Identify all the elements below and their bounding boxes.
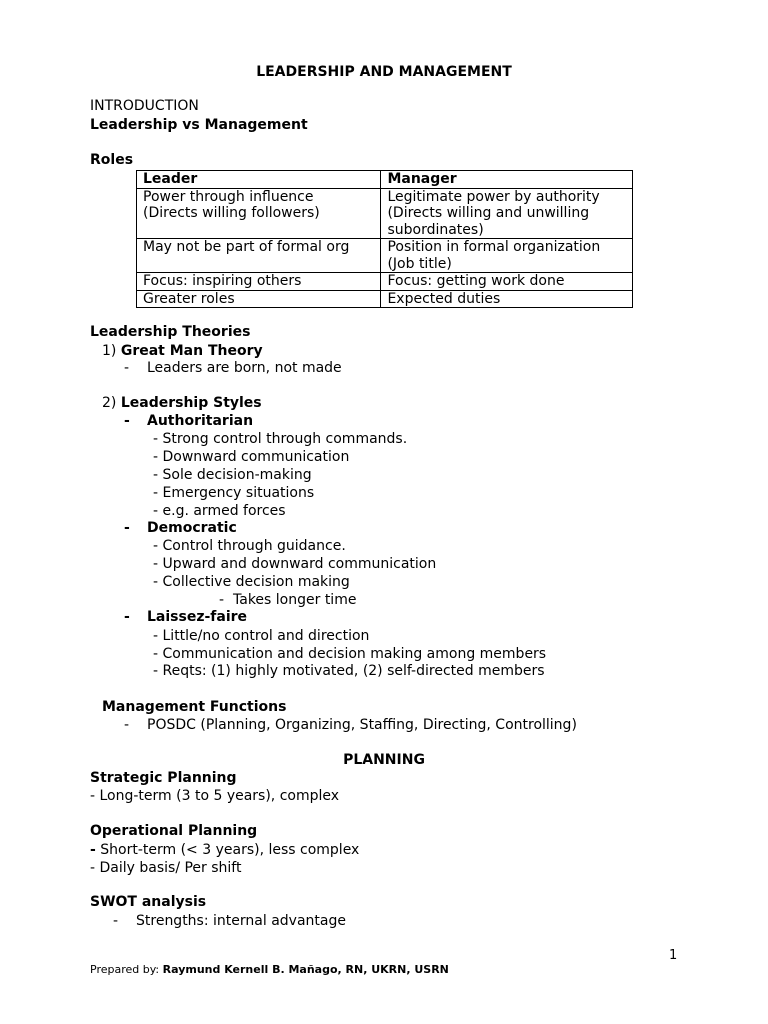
cell-line: subordinates) (387, 221, 484, 238)
page-number: 1 (669, 948, 678, 963)
cell-line: Legitimate power by authority (387, 188, 600, 205)
dash-marker: - (124, 360, 130, 376)
intro-subheading: Leadership vs Management (90, 117, 308, 133)
cell-line: Greater roles (143, 290, 235, 307)
list-number: 1) (102, 343, 117, 359)
list-item: - Collective decision making (153, 574, 350, 590)
great-man-item (102, 342, 263, 360)
dash-marker: - (90, 842, 96, 858)
operational-heading: Operational Planning (90, 823, 258, 839)
footer-author: Raymund Kernell B. Mañago, RN, UKRN, USRN (162, 963, 449, 976)
styles-item (102, 394, 262, 412)
strategic-heading: Strategic Planning (90, 770, 237, 786)
table-row (137, 239, 633, 273)
cell-line: (Directs willing and unwilling (387, 205, 590, 221)
footer (90, 963, 449, 976)
list-item: - Sole decision-making (153, 467, 312, 483)
management-bullet: POSDC (Planning, Organizing, Staffing, Directing, Controlling) (147, 717, 577, 733)
list-item: - Communication and decision making among members (153, 646, 547, 662)
list-item: - Strong control through commands. (153, 431, 408, 447)
dash-marker: - (219, 592, 225, 608)
footer-prefix: Prepared by: (90, 963, 163, 976)
cell-line: Expected duties (387, 290, 501, 307)
table-row (137, 188, 633, 239)
styles-title: Leadership Styles (120, 395, 262, 411)
operational-line: - Daily basis/ Per shift (90, 860, 242, 876)
cell-line: Power through influence (143, 188, 314, 205)
table-cell (137, 290, 381, 308)
roles-table (136, 170, 633, 308)
operational-line-text: Short-term (< 3 years), less complex (95, 842, 360, 858)
table-row (137, 273, 633, 291)
table-cell (381, 290, 633, 308)
column-header-leader: Leader (137, 171, 381, 189)
cell-line: Focus: getting work done (387, 273, 565, 289)
dash-marker: - (124, 520, 130, 536)
authoritarian-title: Authoritarian (147, 413, 254, 429)
cell-line: (Job title) (387, 255, 452, 272)
table-cell (137, 239, 381, 273)
table-cell (137, 273, 381, 291)
table-cell (381, 239, 633, 273)
swot-heading: SWOT analysis (90, 894, 207, 910)
list-item: - Emergency situations (153, 485, 315, 501)
dash-marker: - (124, 609, 130, 625)
management-heading: Management Functions (102, 699, 287, 715)
cell-line: (Directs willing followers) (143, 205, 320, 221)
cell-line: Focus: inspiring others (143, 273, 302, 289)
document-title: LEADERSHIP AND MANAGEMENT (256, 64, 512, 80)
democratic-title: Democratic (147, 520, 237, 536)
planning-heading: PLANNING (343, 752, 425, 768)
list-number: 2) (102, 395, 117, 411)
roles-heading: Roles (90, 152, 134, 168)
great-man-bullet: Leaders are born, not made (147, 360, 342, 376)
list-item: - Reqts: (1) highly motivated, (2) self-directed members (153, 663, 545, 679)
list-item: - e.g. armed forces (153, 503, 286, 519)
list-item: - Upward and downward communication (153, 556, 437, 572)
list-item: - Control through guidance. (153, 538, 346, 554)
cell-line: May not be part of formal org (143, 239, 350, 255)
table-cell (137, 188, 381, 239)
list-item: - Downward communication (153, 449, 350, 465)
column-header-manager: Manager (381, 171, 633, 189)
dash-marker: - (124, 717, 130, 733)
cell-line: Position in formal organization (387, 239, 601, 255)
swot-bullet: Strengths: internal advantage (136, 913, 346, 929)
operational-line (90, 841, 359, 859)
table-row (137, 290, 633, 308)
dash-marker: - (113, 913, 119, 929)
dash-marker: - (124, 413, 130, 429)
laissez-faire-title: Laissez-faire (147, 609, 248, 625)
great-man-title: Great Man Theory (120, 343, 263, 359)
intro-heading: INTRODUCTION (90, 98, 199, 114)
table-cell (381, 188, 633, 239)
theories-heading: Leadership Theories (90, 324, 251, 340)
table-cell (381, 273, 633, 291)
list-item: Takes longer time (233, 592, 357, 608)
list-item: - Little/no control and direction (153, 628, 370, 644)
strategic-line: - Long-term (3 to 5 years), complex (90, 788, 340, 804)
table-header-row (137, 171, 633, 189)
